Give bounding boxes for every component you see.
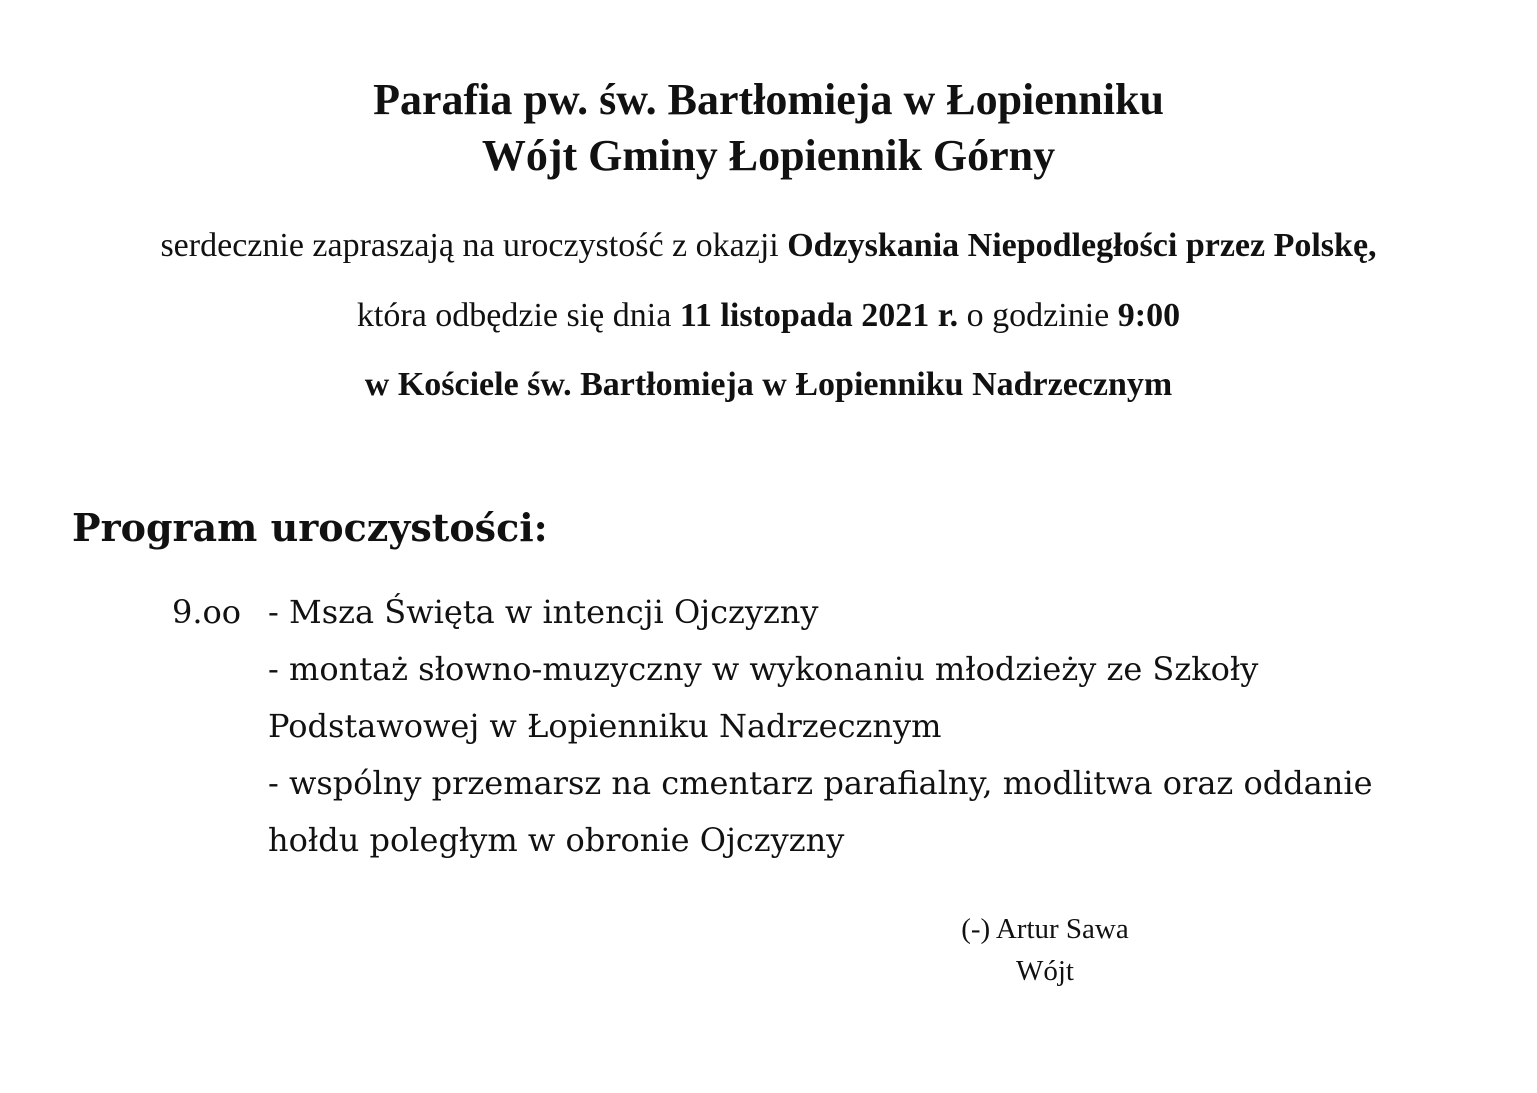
invitation-date-prefix: która odbędzie się dnia <box>356 297 680 334</box>
signature-block <box>900 908 1190 992</box>
invitation-time-prefix: o godzinie <box>958 297 1118 334</box>
program-item: - wspólny przemarsz na cmentarz parafialny, modlitwa oraz oddanie <box>268 764 1373 802</box>
program-time: 9.oo <box>172 593 242 631</box>
program-title: Program uroczystości: <box>72 505 548 550</box>
program-item: - Msza Święta w intencji Ojczyzny <box>268 593 819 631</box>
program-item: - montaż słowno-muzyczny w wykonaniu młodzieży ze Szkoły <box>268 650 1259 688</box>
invitation-line-date <box>0 296 1537 336</box>
invitation-date: 11 listopada 2021 r. <box>679 297 959 334</box>
signature-name: (-) Artur Sawa <box>961 913 1129 945</box>
invitation-occasion: Odzyskania Niepodległości przez Polskę, <box>787 227 1377 264</box>
program-item: hołdu poległym w obronie Ojczyzny <box>268 821 845 859</box>
program-item: Podstawowej w Łopienniku Nadrzecznym <box>268 707 942 745</box>
invitation-text: serdecznie zapraszają na uroczystość z okazji <box>160 227 788 264</box>
invitation-time: 9:00 <box>1117 297 1181 334</box>
invitation-venue: w Kościele św. Bartłomieja w Łopienniku Nadrzecznym <box>364 366 1173 403</box>
document-header <box>0 72 1537 184</box>
header-parish-title: Parafia pw. św. Bartłomieja w Łopienniku <box>373 75 1164 124</box>
program-items <box>268 584 1428 869</box>
invitation-line-occasion <box>0 226 1537 266</box>
header-mayor-title: Wójt Gminy Łopiennik Górny <box>481 131 1056 180</box>
signature-role: Wójt <box>1016 955 1074 987</box>
